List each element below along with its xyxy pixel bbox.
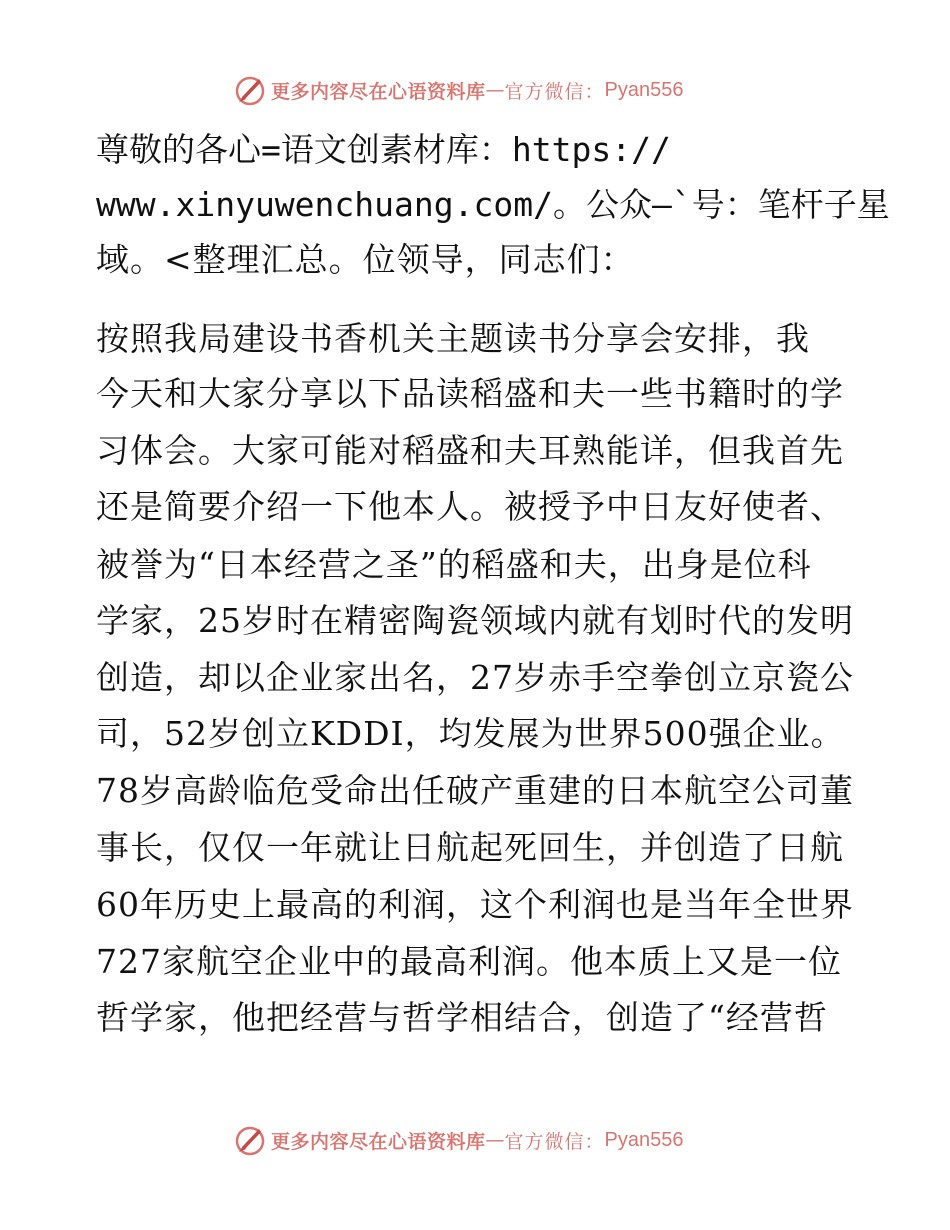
footer-watermark (233, 1122, 684, 1158)
watermark-brand: 更多内容尽在心语资料库 (271, 80, 486, 103)
paragraph-2-line-10: 事长，仅仅一年就让日航起死回生，并创造了日航 (96, 828, 844, 867)
quill-pen-circle-icon (233, 73, 267, 107)
paragraph-2-line-7: 创造，却以企业家出名，27岁赤手空拳创立京瓷公 (96, 658, 854, 697)
paragraph-1-line-1: 尊敬的各心=语文创素材库：https:// (96, 130, 671, 169)
paragraph-2-line-9: 78岁高龄临危受命出任破产重建的日本航空公司董 (96, 771, 854, 810)
watermark-brand: 更多内容尽在心语资料库 (271, 1130, 486, 1153)
header-watermark (233, 72, 684, 108)
watermark-dash: — (485, 1129, 505, 1151)
paragraph-2-line-1: 按照我局建设书香机关主题读书分享会安排，我 (96, 319, 810, 358)
quill-pen-circle-icon (233, 1123, 267, 1157)
watermark-dash: — (485, 79, 505, 101)
watermark-handle: Pyan556 (604, 1128, 684, 1151)
paragraph-2-line-11: 60年历史上最高的利润，这个利润也是当年全世界 (96, 885, 854, 924)
paragraph-2-line-8: 司，52岁创立KDDI，均发展为世界500强企业。 (96, 714, 845, 753)
paragraph-2-line-13: 哲学家，他把经营与哲学相结合，创造了“经营哲 (96, 998, 828, 1037)
watermark-handle: Pyan556 (604, 78, 684, 101)
paragraph-1-line-2: www.xinyuwenchuang.com/。公众—`号：笔杆子星 (96, 185, 890, 224)
paragraph-2-line-2: 今天和大家分享以下品读稻盛和夫一些书籍时的学 (96, 374, 844, 413)
paragraph-2-line-5: 被誉为“日本经营之圣”的稻盛和夫，出身是位科 (96, 545, 812, 584)
watermark-official-label: 官方微信： (504, 1130, 605, 1153)
paragraph-2-line-4: 还是简要介绍一下他本人。被授予中日友好使者、 (96, 487, 844, 526)
watermark-official-label: 官方微信： (504, 80, 605, 103)
paragraph-2-line-3: 习体会。大家可能对稻盛和夫耳熟能详，但我首先 (96, 431, 844, 470)
paragraph-2-line-6: 学家，25岁时在精密陶瓷领域内就有划时代的发明 (96, 601, 854, 640)
paragraph-2-line-12: 727家航空企业中的最高利润。他本质上又是一位 (96, 942, 842, 981)
paragraph-1-line-3: 域。<整理汇总。位领导，同志们： (96, 240, 635, 279)
